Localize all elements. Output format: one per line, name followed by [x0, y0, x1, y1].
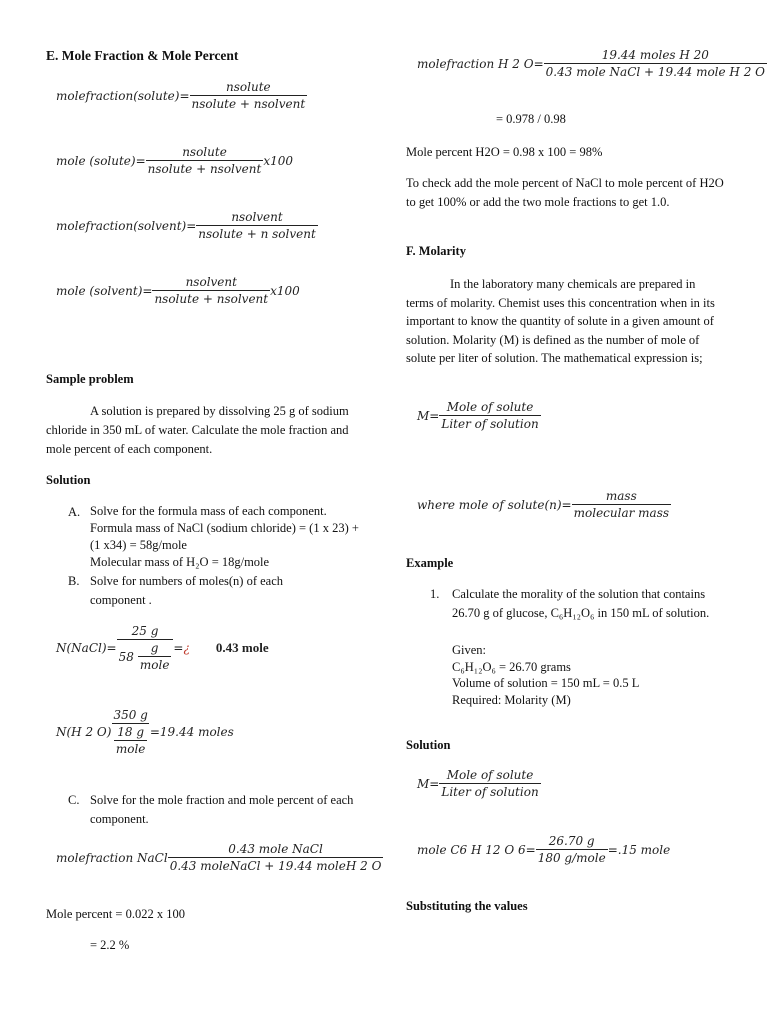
- substituting-heading: Substituting the values: [406, 899, 528, 913]
- formula-lhs: N(H 2 O): [56, 725, 112, 739]
- molar-mass-value: 58: [118, 649, 134, 664]
- denominator: Liter of solution: [441, 417, 539, 431]
- formula-lhs: molefraction H 2 O=: [417, 56, 544, 71]
- ratio-result: = 0.978 / 0.98: [496, 112, 566, 126]
- example-heading: Example: [406, 556, 454, 570]
- numerator: 26.70 g: [548, 834, 595, 848]
- formula-lhs: where mole of solute(n)=: [417, 497, 572, 512]
- denominator: molecular mass: [573, 506, 670, 520]
- sample-problem-text: A solution is prepared by dissolving 25 g of sodium chloride in 350 mL of water. Calculate the mole fraction and mole percent of each component.: [46, 404, 349, 456]
- moles-nacl-result: 0.43 mole: [215, 640, 269, 655]
- mole-percent-nacl-line: Mole percent = 0.022 x 100: [46, 907, 185, 921]
- moles-glucose-equation: [417, 834, 670, 865]
- render-error-glyph: ¿: [183, 641, 190, 655]
- fraction: [439, 768, 540, 799]
- section-f-heading: F. Molarity: [406, 244, 466, 258]
- denominator: nsolute + nsolvent: [147, 162, 262, 176]
- fraction: [168, 842, 384, 873]
- equals-sign: =: [173, 641, 184, 655]
- formula-lhs: M=: [417, 776, 440, 791]
- check-text: To check add the mole percent of NaCl to mole percent of H2O to get 100% or add the two mole fractions to get 1.0.: [406, 176, 724, 209]
- given-volume: Volume of solution = 150 mL = 0.5 L: [452, 676, 640, 690]
- formula-lhs: mole (solute)=: [56, 153, 146, 168]
- moles-h2o-result: =19.44 moles: [149, 725, 234, 739]
- formula-lhs: N(NaCl)=: [56, 641, 117, 655]
- molarity-formula: [417, 400, 541, 431]
- step-a-body: [90, 503, 360, 571]
- unit-denominator: mole: [139, 658, 170, 672]
- mole-fraction-nacl-equation: [56, 842, 383, 873]
- formula-mole-percent-solvent: [56, 275, 300, 306]
- formula-mole-percent-solute: [56, 145, 293, 176]
- formula-lhs: mole C6 H 12 O 6=: [417, 842, 536, 857]
- numerator: nsolute: [226, 80, 271, 94]
- numerator: mass: [605, 489, 637, 503]
- formula-molefraction-solvent: [56, 210, 318, 241]
- mole-percent-nacl-result: = 2.2 %: [90, 938, 130, 952]
- numerator: Mole of solute: [446, 400, 534, 414]
- unit-numerator: g: [150, 641, 159, 655]
- formula-lhs: molefraction(solvent)=: [56, 218, 197, 233]
- numerator: 0.43 mole NaCl: [228, 842, 323, 856]
- fraction: [152, 275, 270, 306]
- unit-numerator: 18 g: [117, 725, 145, 739]
- molarity-formula-repeat: [417, 768, 541, 799]
- step-a-label: A.: [68, 505, 81, 519]
- fraction: [572, 489, 671, 520]
- moles-of-solute-formula: [417, 489, 671, 520]
- step-a-formula-mass: Formula mass of NaCl (sodium chloride) = (1 x 23) + (1 x34) = 58g/mole: [90, 521, 359, 552]
- moles-nacl-equation: [56, 624, 269, 672]
- formula-lhs: molefraction NaCl: [56, 850, 168, 865]
- formula-lhs: M=: [417, 408, 440, 423]
- fraction: [190, 80, 308, 111]
- denominator: Liter of solution: [441, 785, 539, 799]
- solution-heading: Solution: [46, 473, 91, 487]
- step-c-text: Solve for the mole fraction and mole percent of each component.: [90, 793, 354, 826]
- section-e-heading: E. Mole Fraction & Mole Percent: [46, 48, 239, 63]
- denominator: 0.43 mole NaCl + 19.44 mole H 2 O: [545, 65, 765, 79]
- given-label: Given:: [452, 643, 487, 657]
- denominator: nsolute + n solvent: [198, 227, 316, 241]
- formula-lhs: molefraction(solute)=: [56, 88, 190, 103]
- denominator: nsolute + nsolvent: [191, 97, 306, 111]
- numerator: 19.44 moles H 20: [601, 48, 709, 62]
- example-body: [452, 585, 732, 708]
- mole-percent-h2o-line: Mole percent H2O = 0.98 x 100 = 98%: [406, 145, 603, 159]
- numerator: nsolvent: [231, 210, 283, 224]
- formula-tail: x100: [270, 283, 300, 298]
- given-mass: C₆H₁₂O₆ = 26.70 grams: [452, 659, 571, 674]
- fraction: [196, 210, 317, 241]
- step-b-label: B.: [68, 574, 80, 588]
- moles-h2o-equation: [56, 708, 234, 756]
- moles-glucose-result: =.15 mole: [607, 842, 671, 857]
- fraction: [111, 708, 149, 756]
- example-text: Calculate the morality of the solution that contains 26.70 g of glucose, C₆H₁₂O₆ in 150 mL of solution.: [452, 587, 710, 620]
- denominator: nsolute + nsolvent: [154, 292, 269, 306]
- formula-tail: x100: [263, 153, 293, 168]
- solution-heading-right: Solution: [406, 738, 451, 752]
- unit-fraction: [138, 641, 172, 672]
- example-number: 1.: [430, 587, 440, 601]
- denominator: [112, 723, 150, 756]
- step-a-text: Solve for the formula mass of each component.: [90, 504, 327, 518]
- required-text: Required: Molarity (M): [452, 692, 571, 707]
- step-a-molecular-mass: Molecular mass of H₂O = 18g/mole: [90, 555, 270, 569]
- given-block: [452, 642, 732, 708]
- numerator: 350 g: [113, 708, 148, 722]
- fraction: [544, 48, 767, 79]
- fraction: [536, 834, 608, 865]
- unit-fraction: [114, 725, 148, 756]
- fraction: [146, 145, 264, 176]
- numerator: 25 g: [131, 624, 159, 638]
- denominator: 180 g/mole: [537, 851, 606, 865]
- step-b-text: Solve for numbers of moles(n) of each component .: [90, 574, 283, 607]
- mole-fraction-h2o-equation: [417, 48, 767, 79]
- sample-problem-heading: Sample problem: [46, 372, 134, 386]
- formula-lhs: mole (solvent)=: [56, 283, 153, 298]
- formula-molefraction-solute: [56, 80, 307, 111]
- fraction: [439, 400, 540, 431]
- numerator: nsolute: [182, 145, 227, 159]
- molarity-text: In the laboratory many chemicals are prepared in terms of molarity. Chemist uses this concentration when in its important to know the quantity of solute in a given amount of solution. Molarity (M) is defined as the number of mole of solute per liter of solution. The mathematical expression is;: [406, 277, 715, 365]
- unit-denominator: mole: [115, 742, 146, 756]
- fraction: [117, 624, 174, 672]
- numerator: Mole of solute: [446, 768, 534, 782]
- denominator: [117, 639, 174, 672]
- denominator: 0.43 moleNaCl + 19.44 moleH 2 O: [169, 859, 382, 873]
- numerator: nsolvent: [185, 275, 237, 289]
- step-c-label: C.: [68, 793, 80, 807]
